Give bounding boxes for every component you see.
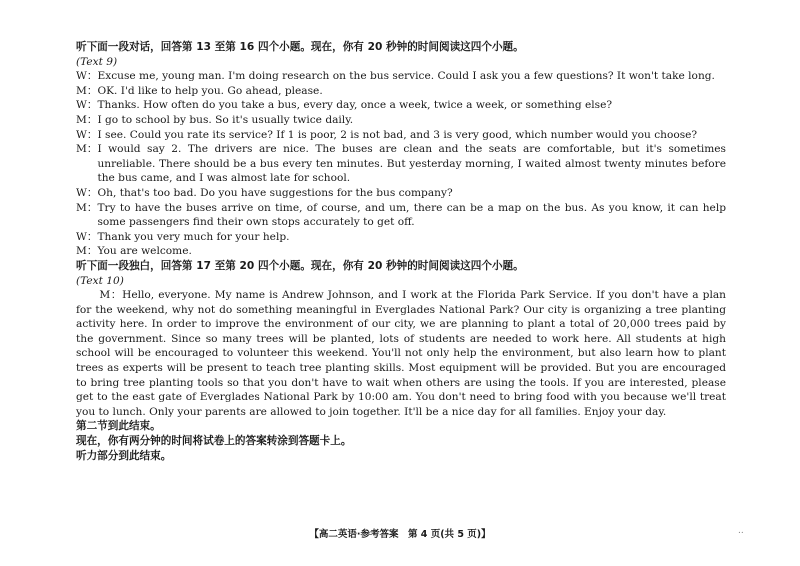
- closing-line: 听力部分到此结束。: [76, 449, 172, 462]
- speaker-label: M：: [76, 143, 98, 156]
- dialogue-line: [76, 142, 726, 186]
- dialogue-line: [76, 69, 726, 84]
- speaker-label: W：: [76, 99, 98, 112]
- section-17-20-instruction: 听下面一段独白，回答第 17 至第 20 四个小题。现在，你有 20 秒钟的时间阅读这四个小题。: [76, 259, 524, 272]
- dialogue-line: [76, 230, 726, 245]
- text-9-label: (Text 9): [76, 55, 118, 68]
- speaker-label: M：: [76, 113, 98, 126]
- speaker-label: W：: [76, 230, 98, 243]
- utterance-text: Oh, that's too bad. Do you have suggestions for the bus company?: [97, 186, 453, 199]
- dialogue-line: [76, 186, 726, 201]
- speaker-label: M：: [76, 84, 98, 97]
- speaker-label: W：: [76, 128, 98, 141]
- utterance-text: Try to have the buses arrive on time, of course, and um, there can be a map on the bus. As you know, it can help some passengers find their own stops accurately to get off.: [97, 201, 726, 229]
- closing-line: 第二节到此结束。: [76, 420, 161, 433]
- section-13-16-instruction: 听下面一段对话，回答第 13 至第 16 四个小题。现在，你有 20 秒钟的时间阅读这四个小题。: [76, 41, 524, 53]
- utterance-text: I see. Could you rate its service? If 1 is poor, 2 is not bad, and 3 is very good, which number would you choose?: [97, 128, 698, 141]
- text-10-monologue: M：Hello, everyone. My name is Andrew Johnson, and I work at the Florida Park Service. If you don't have a plan for the weekend, why not do something meaningful in Everglades National Park? Our city is organizing a tree planting activity here. In order to improve the environment of our city, we are planning to plant a total of 20,000 trees paid by the government. Since so many trees will be planted, lots of students are needed to work here. All students at high school will be encouraged to volunteer this weekend. You'll not only help the environment, but also learn how to plant trees as experts will be present to teach tree planting skills. Most equipment will be provided. But you are encouraged to bring tree planting tools so that you don't have to wait when others are using the tools. If you are interested, please get to the east gate of Everglades National Park by 10:00 am. You don't need to bring food with you because we'll treat you to lunch. Only your parents are allowed to join together. It'll be a nice day for all families. Enjoy your day.: [76, 289, 726, 418]
- speaker-label: M：: [76, 245, 98, 258]
- dialogue-line: [76, 244, 726, 259]
- speaker-label: W：: [76, 186, 98, 199]
- utterance-text: Excuse me, young man. I'm doing research on the bus service. Could I ask you a few questions? It won't take long.: [97, 70, 715, 83]
- utterance-text: You are welcome.: [97, 245, 192, 258]
- closing-line: 现在，你有两分钟的时间将试卷上的答案转涂到答题卡上。: [76, 435, 352, 448]
- dialogue-line: [76, 201, 726, 230]
- corner-mark: ..: [738, 526, 744, 536]
- dialogue-line: [76, 128, 726, 143]
- text-9-dialogue: [76, 69, 726, 259]
- dialogue-line: [76, 98, 726, 113]
- dialogue-line: [76, 113, 726, 128]
- utterance-text: Thank you very much for your help.: [97, 230, 290, 243]
- utterance-text: I go to school by bus. So it's usually twice daily.: [97, 113, 354, 126]
- page-footer: 【高二英语·参考答案 第 4 页(共 5 页)】: [309, 529, 491, 540]
- utterance-text: Thanks. How often do you take a bus, every day, once a week, twice a week, or something else?: [97, 99, 613, 112]
- speaker-label: W：: [76, 70, 98, 83]
- speaker-label: M：: [76, 201, 98, 214]
- text-10-label: (Text 10): [76, 274, 124, 287]
- utterance-text: I would say 2. The drivers are nice. The buses are clean and the seats are comfortable, but it's sometimes unreliable. There should be a bus every ten minutes. But yesterday morning, I waited almost twenty minutes before the bus came, and I was almost late for school.: [97, 143, 726, 185]
- utterance-text: OK. I'd like to help you. Go ahead, please.: [97, 84, 323, 97]
- answer-key-page: [76, 40, 726, 463]
- dialogue-line: [76, 84, 726, 99]
